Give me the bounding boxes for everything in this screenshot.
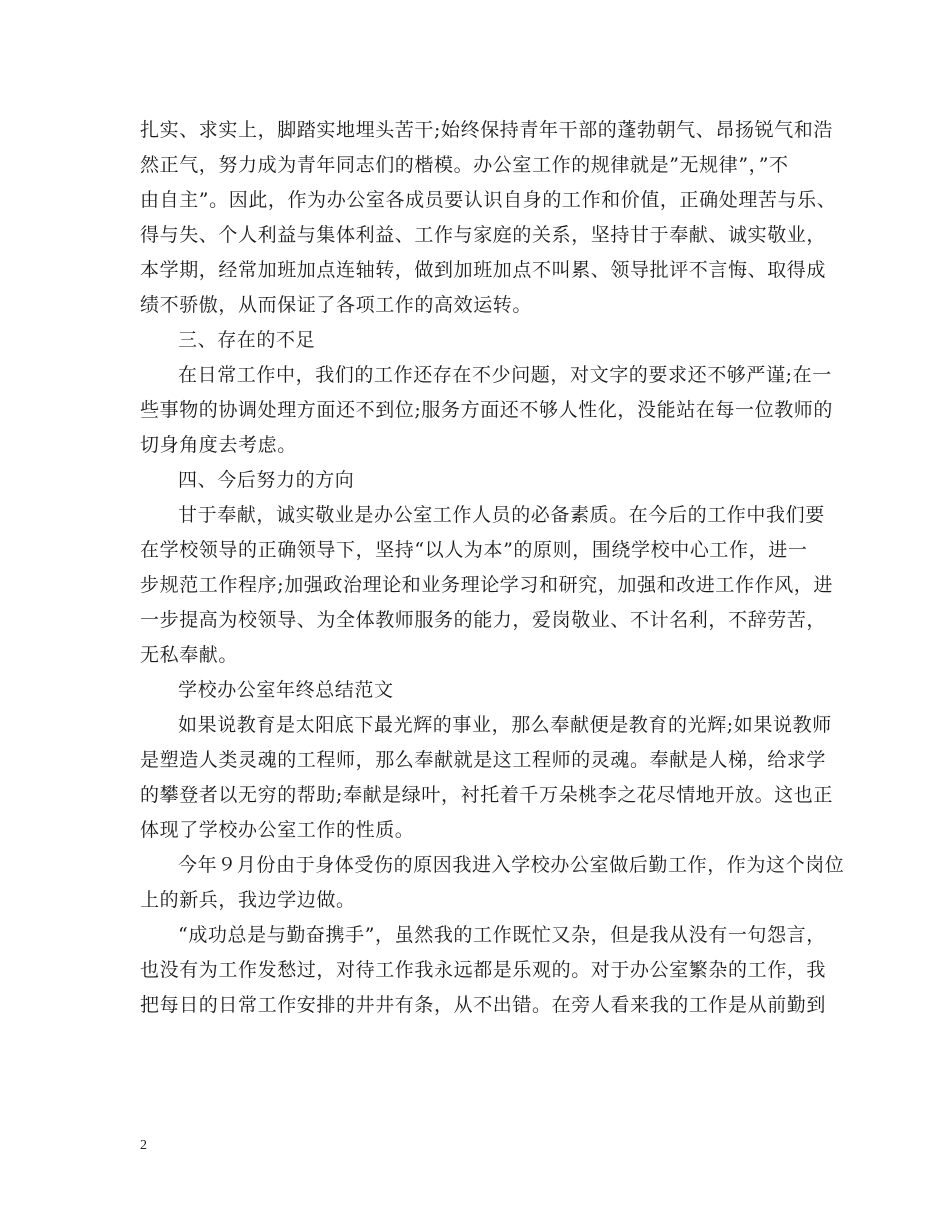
text-line: 扎实、求实上，脚踏实地埋头苦干;始终保持青年干部的蓬勃朝气、昂扬锐气和浩 [140,119,834,141]
text-line: 由自主”。因此，作为办公室各成员要认识自身的工作和价值，正确处理苦与乐、 [140,189,837,211]
text-line: 体现了学校办公室工作的性质。 [140,819,415,841]
section-heading: 四、今后努力的方向 [178,469,355,491]
text-line: 甘于奉献，诚实敬业是办公室工作人员的必备素质。在今后的工作中我们要 [178,504,825,526]
text-line: 也没有为工作发愁过，对待工作我永远都是乐观的。对于办公室繁杂的工作，我 [140,959,827,981]
text-line: 切身角度去考虑。 [140,434,297,456]
text-line: 绩不骄傲，从而保证了各项工作的高效运转。 [140,294,533,316]
section-heading: 学校办公室年终总结范文 [178,679,394,701]
text-line: 一步提高为校领导、为全体教师服务的能力，爱岗敬业、不计名利，不辞劳苦， [140,609,827,631]
text-line: 得与失、个人利益与集体利益、工作与家庭的关系，坚持甘于奉献、诚实敬业， [140,224,827,246]
text-line: 然正气，努力成为青年同志们的楷模。办公室工作的规律就是”无规律”，”不 [140,154,789,176]
text-line: 本学期，经常加班加点连轴转，做到加班加点不叫累、领导批评不言悔、取得成 [140,259,827,281]
text-line: 把每日的日常工作安排的井井有条，从不出错。在旁人看来我的工作是从前勤到 [140,994,827,1016]
text-line: 是塑造人类灵魂的工程师，那么奉献就是这工程师的灵魂。奉献是人梯，给求学 [140,749,827,771]
text-line: 的攀登者以无穷的帮助;奉献是绿叶，衬托着千万朵桃李之花尽情地开放。这也正 [140,784,834,806]
text-line: 如果说教育是太阳底下最光辉的事业，那么奉献便是教育的光辉;如果说教师 [178,714,832,736]
text-line: 无私奉献。 [140,644,239,666]
text-line: 今年９月份由于身体受伤的原因我进入学校办公室做后勤工作，作为这个岗位 [178,854,845,876]
text-line: 上的新兵，我边学边做。 [140,889,356,911]
section-heading: 三、存在的不足 [178,329,316,351]
text-line: 步规范工作程序;加强政治理论和业务理论学习和研究，加强和改进工作作风，进 [140,574,834,596]
page-number: 2 [140,1138,147,1153]
text-line: 在日常工作中，我们的工作还存在不少问题，对文字的要求还不够严谨;在一 [178,364,832,386]
text-line: 在学校领导的正确领导下，坚持“以人为本”的原则，围绕学校中心工作，进一 [140,539,808,561]
text-line: “成功总是与勤奋携手”，虽然我的工作既忙又杂，但是我从没有一句怨言， [178,924,826,946]
text-line: 些事物的协调处理方面还不到位;服务方面还不够人性化，没能站在每一位教师的 [140,399,834,421]
